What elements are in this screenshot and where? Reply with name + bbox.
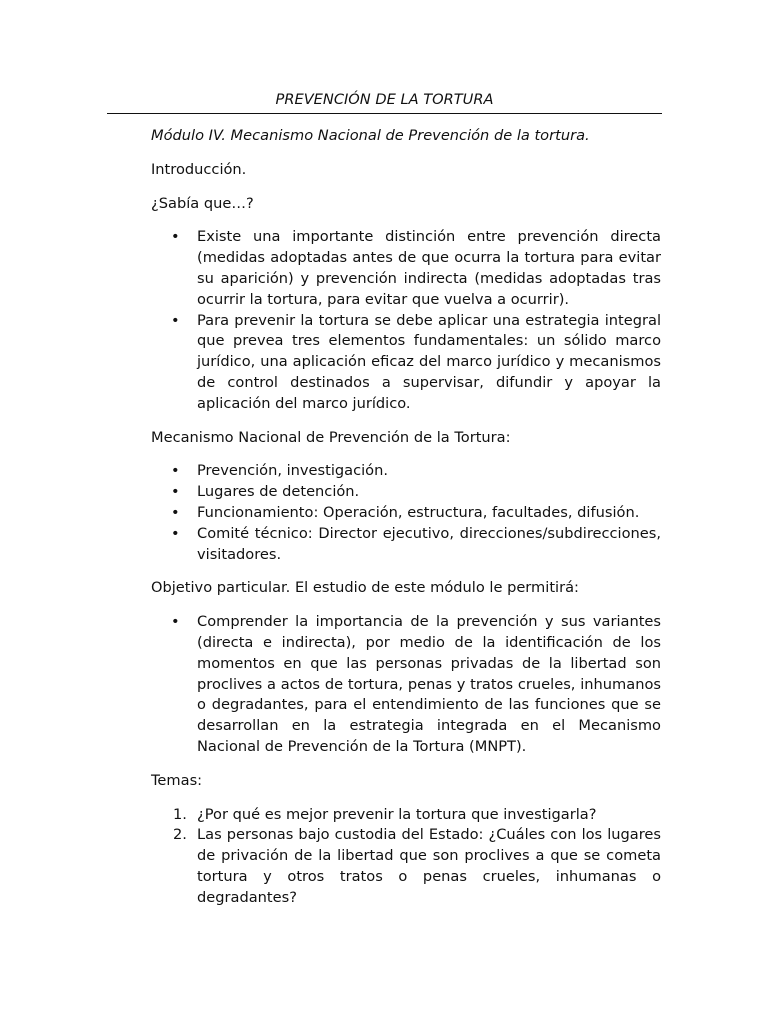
sabia-que-label: ¿Sabía que…? xyxy=(151,194,254,212)
bullet-icon: • xyxy=(171,503,180,521)
list-item-text: Comprender la importancia de la prevención y sus variantes (directa e indirecta), por medio de la identificación de los momentos en que las personas privadas de la libertad son proclives a actos de tortura, penas y tratos crueles, inhumanos o degradantes, para el entendimiento de las funciones que se desarrollan en la estrategia integrada en el Mecanismo Nacional de Prevención de la Tortura (MNPT). xyxy=(197,613,661,755)
list-item-text: ¿Por qué es mejor prevenir la tortura que investigarla? xyxy=(197,805,597,823)
list-item-text: Para prevenir la tortura se debe aplicar una estrategia integral que prevea tres elementos fundamentales: un sólido marco jurídico, una aplicación eficaz del marco jurídico y mecanismos de control destinados a supervisar, difundir y apoyar la aplicación del marco jurídico. xyxy=(197,311,661,412)
list-item xyxy=(151,825,661,908)
bullet-icon: • xyxy=(171,311,180,329)
objetivo-heading: Objetivo particular. El estudio de este módulo le permitirá: xyxy=(151,579,579,597)
intro-label: Introducción. xyxy=(151,160,247,178)
list-item-text: Comité técnico: Director ejecutivo, direcciones/subdirecciones, visitadores. xyxy=(197,524,661,563)
list-item xyxy=(151,227,661,310)
bullet-icon: • xyxy=(171,613,180,631)
list-item xyxy=(151,461,661,482)
list-item xyxy=(151,482,661,503)
list-item-text: Las personas bajo custodia del Estado: ¿Cuáles con los lugares de privación de la libertad que son proclives a que se cometa tortura y otros tratos o penas crueles, inhumanas o degradantes? xyxy=(197,826,661,906)
bullet-icon: • xyxy=(171,524,180,542)
list-item xyxy=(151,805,661,826)
list-item xyxy=(151,612,661,758)
mecanismo-list xyxy=(151,461,661,565)
list-number: 2. xyxy=(173,826,187,844)
list-item-text: Funcionamiento: Operación, estructura, facultades, difusión. xyxy=(197,503,640,521)
list-item xyxy=(151,311,661,415)
list-item-text: Lugares de detención. xyxy=(197,483,360,501)
mecanismo-heading: Mecanismo Nacional de Prevención de la Tortura: xyxy=(151,428,511,446)
list-item-text: Existe una importante distinción entre prevención directa (medidas adoptadas antes de que ocurra la tortura para evitar su aparición) y prevención indirecta (medidas adoptadas tras ocurrir la tortura, para evitar que vuelva a ocurrir). xyxy=(197,228,661,308)
temas-heading: Temas: xyxy=(151,771,203,789)
sabia-que-list xyxy=(151,227,661,414)
bullet-icon: • xyxy=(171,462,180,480)
list-number: 1. xyxy=(173,805,187,823)
list-item xyxy=(151,503,661,524)
page-title: PREVENCIÓN DE LA TORTURA xyxy=(275,91,494,108)
bullet-icon: • xyxy=(171,483,180,501)
objetivo-list xyxy=(151,612,661,758)
list-item-text: Prevención, investigación. xyxy=(197,462,389,480)
document-body xyxy=(151,126,661,922)
temas-list xyxy=(151,805,661,909)
module-title: Módulo IV. Mecanismo Nacional de Prevención de la tortura. xyxy=(151,127,590,144)
page-header xyxy=(107,90,662,114)
bullet-icon: • xyxy=(171,228,180,246)
list-item xyxy=(151,524,661,566)
